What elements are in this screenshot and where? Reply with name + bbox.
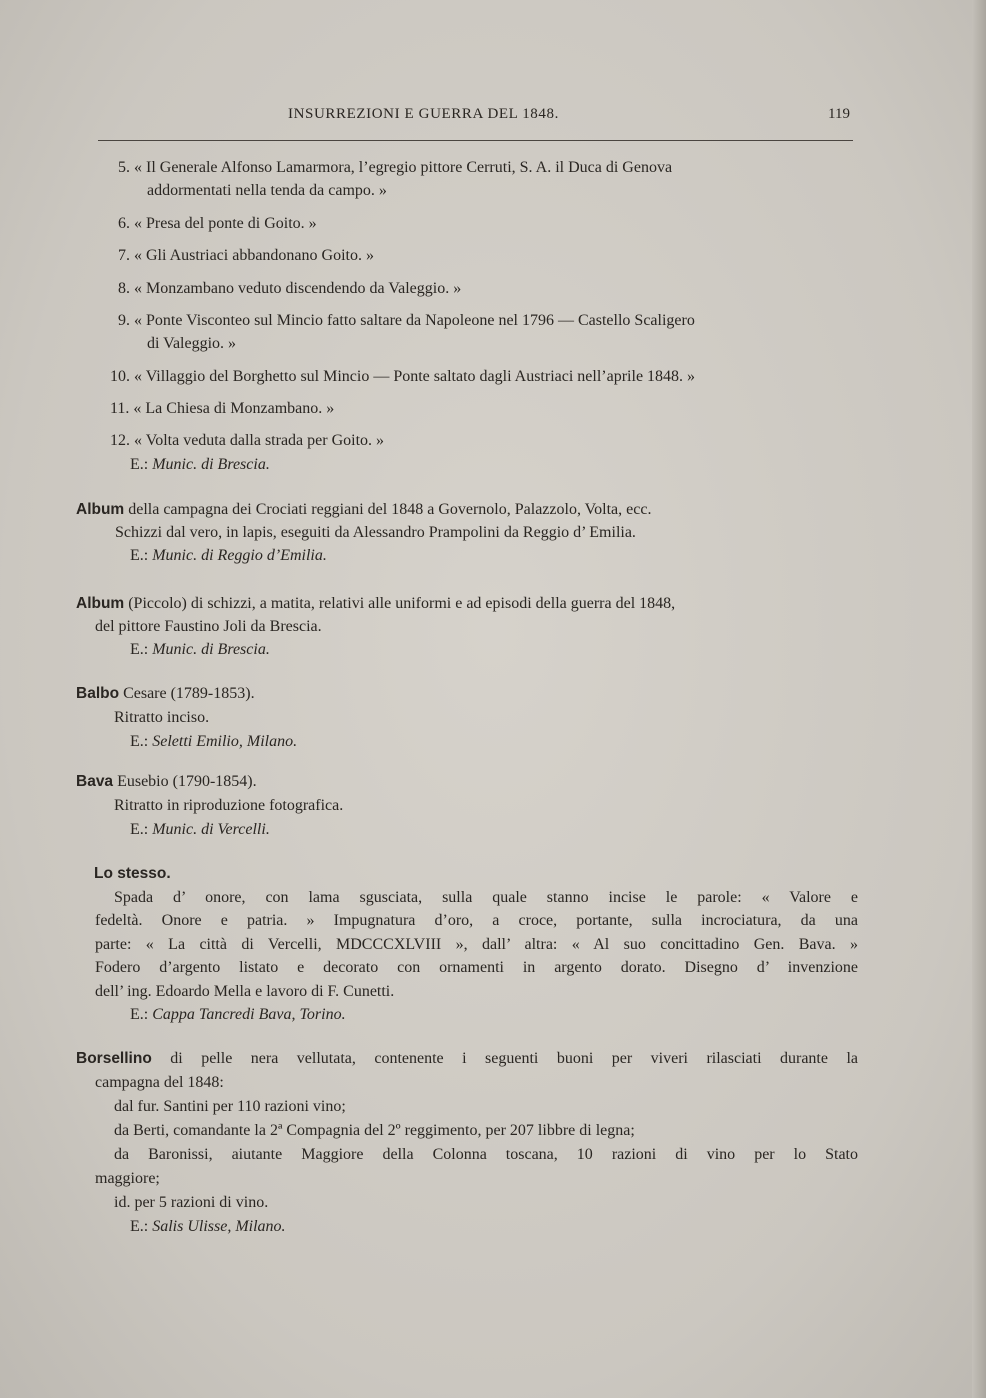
entry-album-1: Album della campagna dei Crociati reggiani del 1848 a Governolo, Palazzolo, Volta, ecc.: [76, 501, 652, 518]
entry-head: Lo stesso.: [94, 865, 171, 882]
page-edge: [972, 0, 986, 1398]
entry-list-item: id. per 5 razioni di vino.: [114, 1194, 269, 1211]
header-rule: [98, 140, 853, 141]
entry-text: Spada d’ onore, con lama sgusciata, sulla quale stanno incise le parole: « Valore e: [114, 889, 858, 906]
list-item: [118, 214, 317, 234]
list-item: [118, 279, 461, 299]
page-number: 119: [828, 106, 850, 122]
entry-text: Ritratto inciso.: [114, 709, 210, 726]
entry-head: Borsellino: [76, 1050, 152, 1067]
list-item: [110, 367, 695, 387]
list-item: [118, 311, 695, 331]
entry-bava: Bava Eusebio (1790-1854).: [76, 773, 257, 790]
list-item-text: « Ponte Visconteo sul Mincio fatto saltare da Napoleone nel 1796 — Castello Scaligero: [134, 312, 695, 329]
list-item: [110, 431, 384, 451]
list-item-text: « Il Generale Alfonso Lamarmora, l’egregio pittore Cerruti, S. A. il Duca di Genova: [134, 159, 673, 176]
owner-line: E.: Salis Ulisse, Milano.: [130, 1218, 286, 1235]
list-item-number: 8.: [118, 280, 130, 297]
list-item-number: 9.: [118, 312, 130, 329]
entry-lo-stesso: [94, 864, 171, 884]
entry-text: Fodero d’argento listato e decorato con ornamenti in argento dorato. Disegno d’ invenzione: [95, 959, 858, 976]
owner-name: Munic. di Brescia.: [152, 641, 270, 658]
list-item-text: « Volta veduta dalla strada per Goito. »: [134, 432, 385, 449]
entry-album-2: Album (Piccolo) di schizzi, a matita, relativi alle uniformi e ad episodi della guerra del 1848,: [76, 595, 676, 612]
entry-head: Album: [76, 501, 125, 518]
entry-text: Ritratto in riproduzione fotografica.: [114, 797, 344, 814]
list-item-text: « Villaggio del Borghetto sul Mincio — Ponte saltato dagli Austriaci nell’aprile 1848. »: [134, 368, 696, 385]
owner-line: E.: Seletti Emilio, Milano.: [130, 733, 298, 750]
list-item-text: « Presa del ponte di Goito. »: [134, 215, 317, 232]
list-item: [118, 246, 374, 266]
entry-text: fedeltà. Onore e patria. » Impugnatura d’oro, a croce, portante, sulla incrociatura, da una: [95, 912, 858, 929]
list-item-continuation: di Valeggio. »: [147, 335, 237, 352]
entry-list-item: da Baronissi, aiutante Maggiore della Colonna toscana, 10 razioni di vino per lo Stato: [114, 1146, 858, 1163]
entry-text: dell’ ing. Edoardo Mella e lavoro di F. Cunetti.: [95, 983, 395, 1000]
list-item-number: 10.: [110, 368, 130, 385]
entry-text: del pittore Faustino Joli da Brescia.: [95, 618, 322, 635]
owner-line: E.: Munic. di Vercelli.: [130, 821, 270, 838]
entry-head: Bava: [76, 773, 114, 790]
entry-text: parte: « La città di Vercelli, MDCCCXLVIII », dall’ altra: « Al suo concittadino Gen. Bava. »: [95, 936, 858, 953]
owner-name: Munic. di Reggio d’Emilia.: [152, 547, 327, 564]
entry-list-item: maggiore;: [95, 1170, 160, 1187]
owner-name: Munic. di Vercelli.: [152, 821, 270, 838]
owner-line: E.: Munic. di Brescia.: [130, 456, 270, 473]
owner-name: Salis Ulisse, Milano.: [152, 1218, 286, 1235]
list-item: [118, 158, 672, 178]
list-item-number: 5.: [118, 159, 130, 176]
entry-balbo: Balbo Cesare (1789-1853).: [76, 685, 255, 702]
list-item-text: « La Chiesa di Monzambano. »: [133, 400, 335, 417]
entry-list-item: dal fur. Santini per 110 razioni vino;: [114, 1098, 346, 1115]
entry-head: Balbo: [76, 685, 120, 702]
entry-list-item: da Berti, comandante la 2ª Compagnia del 2º reggimento, per 207 libbre di legna;: [114, 1122, 635, 1139]
entry-text: campagna del 1848:: [95, 1074, 224, 1091]
list-item-number: 11.: [110, 400, 130, 417]
owner-name: Munic. di Brescia.: [152, 456, 270, 473]
list-item-text: « Gli Austriaci abbandonano Goito. »: [134, 247, 374, 264]
list-item-number: 6.: [118, 215, 130, 232]
entry-borsellino: Borsellino di pelle nera vellutata, contenente i seguenti buoni per viveri rilasciati durante la: [76, 1050, 859, 1067]
owner-name: Seletti Emilio, Milano.: [152, 733, 298, 750]
entry-head: Album: [76, 595, 125, 612]
owner-line: E.: Munic. di Brescia.: [130, 641, 270, 658]
owner-line: E.: Cappa Tancredi Bava, Torino.: [130, 1006, 346, 1023]
list-item-continuation: addormentati nella tenda da campo. »: [147, 182, 387, 199]
owner-name: Cappa Tancredi Bava, Torino.: [152, 1006, 346, 1023]
owner-line: E.: Munic. di Reggio d’Emilia.: [130, 547, 327, 564]
list-item-text: « Monzambano veduto discendendo da Valeggio. »: [134, 280, 462, 297]
list-item-number: 7.: [118, 247, 130, 264]
list-item: [110, 399, 334, 419]
running-head: INSURREZIONI E GUERRA DEL 1848.: [288, 106, 559, 122]
entry-text: Schizzi dal vero, in lapis, eseguiti da Alessandro Prampolini da Reggio d’ Emilia.: [115, 524, 636, 541]
list-item-number: 12.: [110, 432, 130, 449]
